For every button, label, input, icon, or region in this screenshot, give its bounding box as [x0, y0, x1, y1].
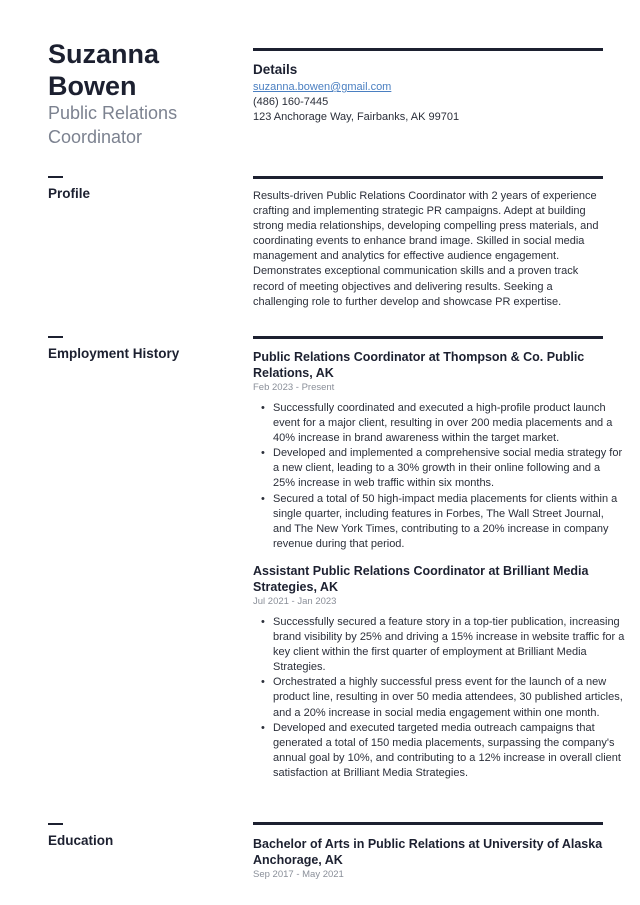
- job-title: Public Relations Coordinator at Thompson & Co. Public Relations, AK: [253, 350, 585, 380]
- profile-divider: [253, 176, 603, 179]
- profile-heading: Profile: [48, 186, 91, 201]
- achievement-item: • Successfully secured a feature story in a top-tier publication, increasing brand visibility by 25% and driving a 15% increase in website traffic for a key client within the first quarter of employment at Brilliant Media Strategies.: [273, 615, 625, 675]
- degree-dates: Sep 2017 - May 2021: [253, 869, 344, 880]
- education-heading: Education: [48, 833, 114, 848]
- details-heading: Details: [253, 62, 298, 77]
- email-link[interactable]: suzanna.bowen@gmail.com: [253, 81, 392, 93]
- candidate-job-title: Public Relations Coordinator: [48, 103, 178, 147]
- job-achievements: [253, 401, 625, 552]
- profile-summary: Results-driven Public Relations Coordinator with 2 years of experience crafting and implementing strategic PR campaigns. Adept at building strong media relationships, developing compelling press materials, and coordinating events to enhance brand image. Skilled in social media management and analytics for effective audience engagement. Demonstrates exceptional communication skills and a proven track record of meeting objectives and delivering results. Seeking a challenging role to further develop and showcase PR expertise.: [253, 190, 599, 308]
- education-marker: [48, 823, 63, 825]
- achievement-item: • Successfully coordinated and executed a high-profile product launch event for a major client, resulting in over 200 media placements and a 40% increase in brand awareness within the target market.: [273, 401, 625, 446]
- achievement-item: • Secured a total of 50 high-impact media placements for clients within a single quarter, including features in Forbes, The Wall Street Journal, and The New York Times, contributing to a 20% increase in company revenue during that period.: [273, 492, 625, 552]
- profile-marker: [48, 176, 63, 178]
- details-divider: [253, 48, 603, 51]
- phone-number: (486) 160-7445: [253, 96, 329, 108]
- employment-heading: Employment History: [48, 346, 180, 361]
- job-title: Assistant Public Relations Coordinator at Brilliant Media Strategies, AK: [253, 564, 589, 594]
- address: 123 Anchorage Way, Fairbanks, AK 99701: [253, 111, 460, 123]
- employment-divider: [253, 336, 603, 339]
- degree-title: Bachelor of Arts in Public Relations at University of Alaska Anchorage, AK: [253, 837, 603, 867]
- job-dates: Feb 2023 - Present: [253, 382, 335, 393]
- education-divider: [253, 822, 603, 825]
- achievement-item: • Developed and implemented a comprehensive social media strategy for a new client, leading to a 30% growth in their online following and a 25% increase in web traffic within six months.: [273, 446, 625, 491]
- achievement-item: • Orchestrated a highly successful press event for the launch of a new product line, resulting in over 50 media attendees, 30 published articles, and a 20% increase in social media engagement within one month.: [273, 675, 625, 720]
- job-dates: Jul 2021 - Jan 2023: [253, 596, 337, 607]
- achievement-item: • Developed and executed targeted media outreach campaigns that generated a total of 150 media placements, surpassing the company's annual goal by 10%, and contributing to a 12% increase in overall client satisfaction at Brilliant Media Strategies.: [273, 721, 625, 781]
- employment-marker: [48, 336, 63, 338]
- job-achievements: [253, 615, 625, 781]
- candidate-name: Suzanna Bowen: [48, 39, 160, 101]
